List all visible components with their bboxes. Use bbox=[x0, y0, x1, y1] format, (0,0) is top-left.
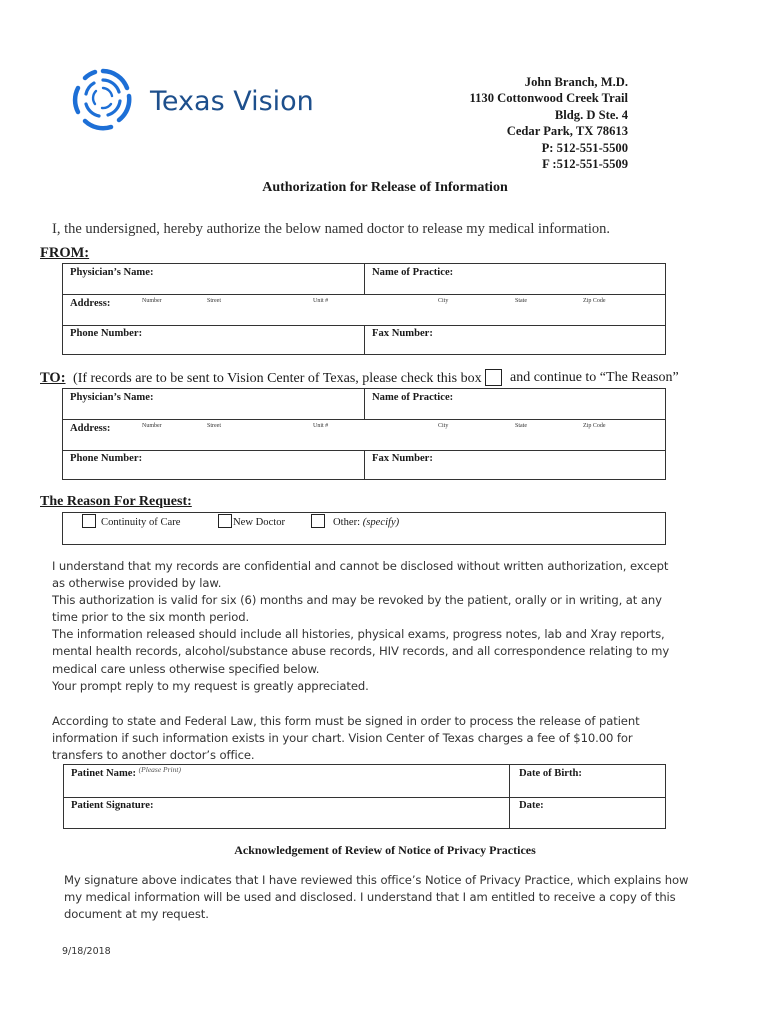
doctor-city: Cedar Park, TX 78613 bbox=[506, 124, 628, 139]
reason-form-box bbox=[62, 512, 666, 545]
to-fax-field[interactable]: Fax Number: bbox=[372, 453, 433, 464]
consent-scope: The information released should include all histories, physical exams, progress notes, lab and Xray reports, mental health records, alcohol/substance abuse records, HIV records, and all correspondence relating to my medical care unless otherwise specified below. bbox=[52, 627, 670, 676]
consent-validity: This authorization is valid for six (6) months and may be revoked by the patient, orally or in writing, at any time prior to the six month period. bbox=[52, 593, 662, 625]
to-address-unit-label: Unit # bbox=[313, 423, 329, 429]
date-of-birth-field[interactable]: Date of Birth: bbox=[519, 768, 582, 779]
patient-form-box bbox=[63, 764, 666, 829]
continuity-checkbox[interactable] bbox=[82, 514, 96, 528]
intro-text: I, the undersigned, hereby authorize the below named doctor to release my medical information. bbox=[52, 221, 611, 237]
from-phone-field[interactable]: Phone Number: bbox=[70, 328, 143, 339]
consent-paragraphs bbox=[52, 558, 672, 695]
consent-confidential: I understand that my records are confidential and cannot be disclosed without written authorization, except as otherwise provided by law. bbox=[52, 559, 669, 591]
other-label: Other: bbox=[333, 517, 361, 528]
to-practice-name-field[interactable]: Name of Practice: bbox=[372, 392, 454, 403]
signature-date-field[interactable]: Date: bbox=[519, 800, 544, 811]
doctor-name: John Branch, M.D. bbox=[524, 75, 628, 89]
vision-center-checkbox[interactable] bbox=[485, 369, 502, 386]
from-address-street-label: Street bbox=[207, 298, 221, 304]
from-address-city-label: City bbox=[438, 298, 449, 304]
to-form-box bbox=[62, 388, 666, 480]
to-address-zip-label: Zip Code bbox=[583, 423, 606, 429]
from-heading: FROM: bbox=[40, 245, 90, 261]
from-address-unit-label: Unit # bbox=[313, 298, 329, 304]
from-address-state-label: State bbox=[515, 298, 527, 304]
patient-name-field[interactable] bbox=[71, 765, 181, 779]
other-option-label bbox=[333, 517, 399, 528]
to-heading: TO: bbox=[40, 370, 66, 386]
to-address-street-label: Street bbox=[207, 423, 221, 429]
to-phone-field[interactable]: Phone Number: bbox=[70, 453, 143, 464]
patient-signature-field[interactable]: Patient Signature: bbox=[71, 800, 154, 811]
to-address-state-label: State bbox=[515, 423, 527, 429]
to-instruction: (If records are to be sent to Vision Center of Texas, please check this box bbox=[73, 371, 482, 386]
doctor-fax: F :512-551-5509 bbox=[542, 157, 628, 172]
acknowledgement-text: My signature above indicates that I have reviewed this office’s Notice of Privacy Practice, which explains how my medical information will be used and disclosed. I understand that I am entitled to receive a copy of this document at my request. bbox=[64, 873, 689, 922]
new-doctor-option-label: New Doctor bbox=[233, 517, 286, 528]
texas-vision-logo-icon bbox=[72, 66, 134, 132]
to-physician-name-field[interactable]: Physician’s Name: bbox=[70, 392, 154, 403]
doctor-street: 1130 Cottonwood Creek Trail bbox=[469, 91, 628, 106]
consent-thanks: Your prompt reply to my request is greatly appreciated. bbox=[52, 678, 369, 693]
to-address-number-label: Number bbox=[142, 423, 162, 429]
from-physician-name-field[interactable]: Physician’s Name: bbox=[70, 267, 154, 278]
to-address-city-label: City bbox=[438, 423, 449, 429]
to-instruction-tail: and continue to “The Reason” bbox=[510, 370, 679, 385]
from-practice-name-field[interactable]: Name of Practice: bbox=[372, 267, 454, 278]
patient-name-hint: (Please Print) bbox=[138, 765, 181, 774]
continuity-option-label: Continuity of Care bbox=[101, 517, 181, 528]
other-checkbox[interactable] bbox=[311, 514, 325, 528]
from-form-box bbox=[62, 263, 666, 355]
patient-name-label: Patinet Name: bbox=[71, 768, 137, 779]
law-paragraph: According to state and Federal Law, this form must be signed in order to process the release of patient information if such information exists in your chart. Vision Center of Texas charges a fee of $10.00 for transfers to another doctor’s office. bbox=[52, 714, 640, 763]
acknowledgement-title: Acknowledgement of Review of Notice of Privacy Practices bbox=[234, 843, 536, 857]
doctor-contact-block bbox=[470, 74, 628, 172]
reason-heading: The Reason For Request: bbox=[40, 494, 192, 509]
form-title: Authorization for Release of Information bbox=[262, 180, 508, 195]
from-address-zip-label: Zip Code bbox=[583, 298, 606, 304]
to-address-field[interactable]: Address: bbox=[70, 423, 111, 434]
other-specify-hint: (specify) bbox=[362, 517, 400, 528]
logo-text: Texas Vision bbox=[150, 86, 314, 117]
from-address-number-label: Number bbox=[142, 298, 162, 304]
footer-date: 9/18/2018 bbox=[62, 946, 111, 957]
new-doctor-checkbox[interactable] bbox=[218, 514, 232, 528]
from-address-field[interactable]: Address: bbox=[70, 298, 111, 309]
to-instruction-line bbox=[40, 370, 482, 387]
doctor-suite: Bldg. D Ste. 4 bbox=[554, 107, 628, 122]
doctor-phone: P: 512-551-5500 bbox=[541, 140, 628, 155]
from-fax-field[interactable]: Fax Number: bbox=[372, 328, 433, 339]
